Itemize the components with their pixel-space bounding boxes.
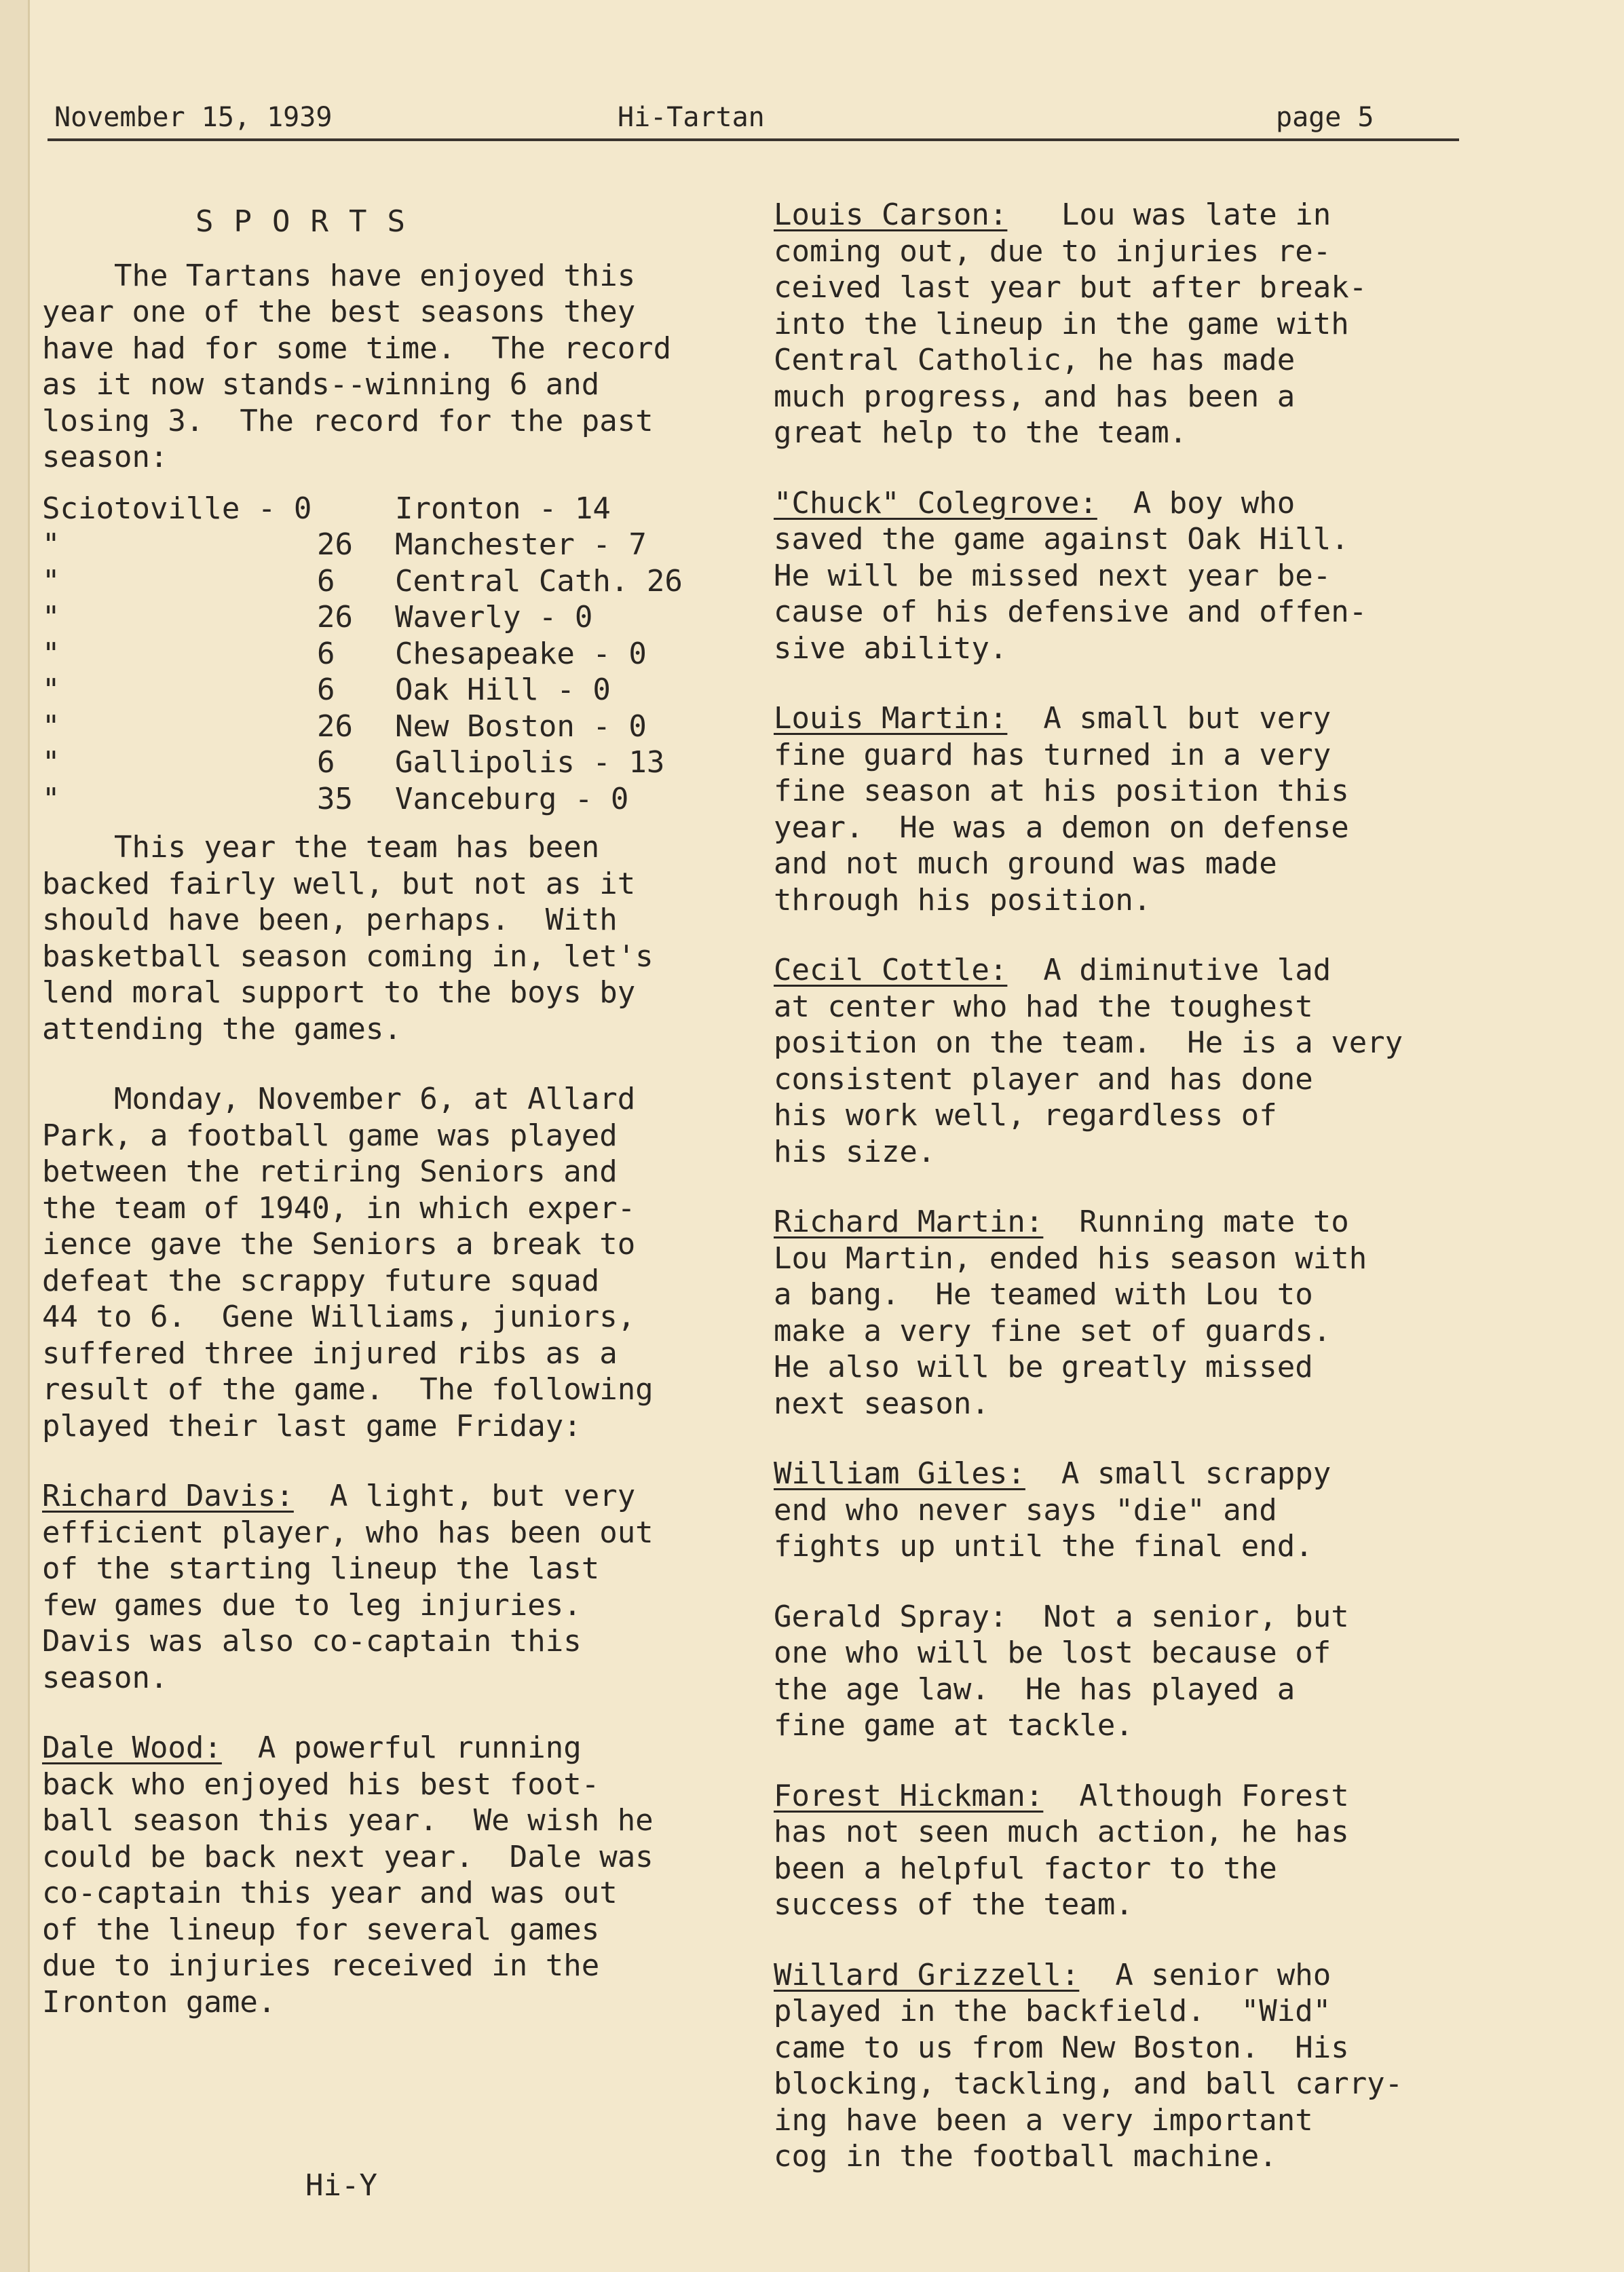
score-points: 26 [317,708,353,744]
game-line: Monday, November 6, at Allard [42,1082,636,1116]
page-number: page 5 [1276,102,1374,133]
player-text-line [42,1478,755,1515]
player-text-line [774,700,1561,737]
game-line: suffered three injured ribs as a [42,1336,618,1371]
player-text: Running mate to [1043,1205,1349,1239]
score-row [42,781,748,818]
score-team: " [42,673,60,707]
player-entry [774,1778,1561,1923]
header-rule [48,138,1459,141]
player-text-line [774,197,1561,233]
game-line: the team of 1940, in which exper- [42,1190,636,1226]
player-text-line [774,1778,1561,1815]
next-section-heading: Hi-Y [305,2168,377,2203]
score-opponent: New Boston - 0 [395,708,647,744]
player-text-line: of the starting lineup the last [42,1551,600,1586]
player-name: Richard Martin: [774,1205,1044,1239]
player-entry [774,952,1561,1170]
support-line: attending the games. [42,1011,402,1046]
player-text: A senior who [1079,1957,1332,1992]
player-text-line: into the lineup in the game with [774,306,1349,341]
player-text-line: end who never says "die" and [774,1492,1277,1528]
score-points: 26 [317,600,353,635]
score-row [42,672,748,708]
score-opponent: Vanceburg - 0 [395,781,629,816]
player-text-line: of the lineup for several games [42,1912,600,1947]
player-text-line: much progress, and has been a [774,379,1296,414]
score-points: 6 [317,636,335,671]
score-opponent: Oak Hill - 0 [395,673,611,707]
player-text-line: fights up until the final end. [774,1529,1313,1564]
player-text-line: his work well, regardless of [774,1098,1277,1133]
player-text-line: Lou Martin, ended his season with [774,1241,1367,1276]
player-entry [774,1204,1561,1422]
game-line: between the retiring Seniors and [42,1154,618,1189]
player-name: "Chuck" Colegrove: [774,485,1097,520]
player-entry [42,1478,755,1696]
player-entry [42,1730,755,2020]
score-row [42,563,748,600]
player-text: Not a senior, but [1007,1599,1349,1634]
player-text: A small scrappy [1025,1456,1332,1491]
score-row [42,491,748,527]
score-opponent: Central Cath. 26 [395,563,683,599]
page-header [48,95,1459,149]
player-text-line: his size. [774,1134,936,1169]
score-opponent: Manchester - 7 [395,527,647,562]
support-line: basketball season coming in, let's [42,939,654,974]
player-text-line [774,952,1561,989]
senior-game-paragraph [42,1081,755,1444]
player-text: Lou was late in [1007,197,1332,232]
issue-date: November 15, 1939 [54,102,333,133]
score-row [42,527,748,563]
score-opponent: Gallipolis - 13 [395,745,665,780]
score-team: " [42,563,60,599]
newsletter-title: Hi-Tartan [618,102,765,133]
player-text-line: saved the game against Oak Hill. [774,522,1349,556]
player-name: Forest Hickman: [774,1778,1044,1813]
player-text-line: ceived last year but after break- [774,270,1367,305]
player-name: Cecil Cottle: [774,953,1008,987]
player-entry [774,1599,1561,1744]
player-name: Louis Martin: [774,701,1008,736]
player-text-line: one who will be lost because of [774,1635,1332,1670]
game-line: 44 to 6. Gene Williams, juniors, [42,1300,636,1334]
player-text: A boy who [1097,485,1296,520]
game-line: played their last game Friday: [42,1408,582,1443]
player-text-line [774,1599,1561,1635]
player-text-line [774,1204,1561,1241]
player-text-line: He also will be greatly missed [774,1350,1313,1384]
player-text: A light, but very [293,1479,636,1513]
player-entry [774,700,1561,918]
player-text-line: through his position. [774,882,1152,917]
intro-line: have had for some time. The record [42,330,672,366]
section-title: SPORTS [195,204,426,239]
score-team: " [42,708,60,744]
player-text-line: could be back next year. Dale was [42,1839,654,1874]
score-opponent: Ironton - 14 [395,491,611,526]
player-text-line: consistent player and has done [774,1061,1313,1097]
score-team: Sciotoville - 0 [42,491,312,526]
player-text-line: coming out, due to injuries re- [774,233,1332,269]
player-text: Although Forest [1043,1778,1349,1813]
score-row [42,744,748,781]
player-text-line: back who enjoyed his best foot- [42,1766,600,1802]
score-points: 6 [317,745,335,780]
player-text-line: co-captain this year and was out [42,1876,618,1910]
player-text-line: Central Catholic, he has made [774,343,1296,377]
player-name: Willard Grizzell: [774,1957,1080,1992]
score-opponent: Waverly - 0 [395,600,593,635]
player-text: A small but very [1007,701,1332,736]
left-column [42,204,755,2020]
player-text-line: make a very fine set of guards. [774,1313,1332,1348]
score-team: " [42,781,60,816]
player-text-line: fine guard has turned in a very [774,737,1332,772]
game-line: ience gave the Seniors a break to [42,1227,636,1262]
player-entry [774,197,1561,451]
player-text-line: blocking, tackling, and ball carry- [774,2066,1403,2101]
intro-line: as it now stands--winning 6 and [42,367,600,402]
player-text-line: position on the team. He is a very [774,1025,1403,1060]
paper-edge [0,0,30,2272]
player-name: Gerald Spray: [774,1599,1008,1634]
game-line: defeat the scrappy future squad [42,1263,600,1298]
player-text-line: next season. [774,1386,989,1421]
game-line: Park, a football game was played [42,1118,618,1153]
player-name: William Giles: [774,1456,1025,1491]
player-name: Dale Wood: [42,1730,222,1765]
player-text-line: has not seen much action, he has [774,1815,1349,1849]
score-team: " [42,600,60,635]
player-text-line: great help to the team. [774,415,1188,450]
player-text-line: cause of his defensive and offen- [774,594,1367,629]
player-text-line [774,1957,1561,1994]
intro-line: season: [42,440,168,474]
player-text-line: a bang. He teamed with Lou to [774,1277,1313,1312]
score-points [317,491,395,527]
player-text-line: He will be missed next year be- [774,558,1332,593]
player-text-line: Ironton game. [42,1984,276,2020]
game-line: result of the game. The following [42,1372,654,1407]
intro-line: year one of the best seasons they [42,295,636,329]
player-text-line [42,1730,755,1766]
player-text-line: few games due to leg injuries. [42,1587,582,1623]
player-text-line: success of the team. [774,1887,1133,1922]
player-list-right [774,197,1561,2175]
intro-line: The Tartans have enjoyed this [42,258,636,293]
player-text-line: ball season this year. We wish he [42,1803,654,1838]
score-opponent: Chesapeake - 0 [395,636,647,671]
player-text-line: played in the backfield. "Wid" [774,1994,1332,2028]
player-text-line: sive ability. [774,630,1008,666]
score-team: " [42,527,60,562]
support-line: This year the team has been [42,830,600,865]
intro-line: losing 3. The record for the past [42,403,654,438]
player-text-line: season. [42,1660,168,1695]
support-line: should have been, perhaps. With [42,903,618,937]
player-list-left [42,1478,755,2020]
player-text-line: year. He was a demon on defense [774,810,1349,845]
player-text-line: and not much ground was made [774,846,1277,881]
score-points: 6 [317,673,335,707]
player-text-line: due to injuries received in the [42,1948,600,1983]
sports-intro [42,258,755,476]
support-line: backed fairly well, but not as it [42,866,636,901]
player-text-line: at center who had the toughest [774,989,1313,1024]
player-text-line: Davis was also co-captain this [42,1624,582,1659]
score-row [42,599,748,636]
score-row [42,708,748,745]
support-paragraph [42,829,755,1047]
player-text-line: came to us from New Boston. His [774,2030,1349,2065]
score-points: 6 [317,563,335,599]
season-record-table [42,491,748,818]
player-entry [774,485,1561,667]
player-text: A powerful running [221,1730,582,1765]
player-name: Louis Carson: [774,197,1008,232]
player-text-line: the age law. He has played a [774,1671,1296,1707]
player-entry [774,1957,1561,2175]
player-text-line: efficient player, who has been out [42,1515,654,1550]
player-text-line [774,1456,1561,1492]
player-text-line: been a helpful factor to the [774,1851,1277,1886]
player-text-line: fine season at his position this [774,774,1349,808]
score-team: " [42,745,60,780]
right-column [774,197,1561,2175]
score-row [42,636,748,673]
score-points: 35 [317,781,353,816]
player-text-line: cog in the football machine. [774,2139,1277,2174]
support-line: lend moral support to the boys by [42,975,636,1010]
score-team: " [42,636,60,671]
player-text-line: ing have been a very important [774,2102,1313,2138]
score-points: 26 [317,527,353,562]
player-text-line [774,485,1561,522]
player-name: Richard Davis: [42,1479,294,1513]
player-text-line: fine game at tackle. [774,1708,1133,1743]
player-text: A diminutive lad [1007,953,1332,987]
player-entry [774,1456,1561,1565]
